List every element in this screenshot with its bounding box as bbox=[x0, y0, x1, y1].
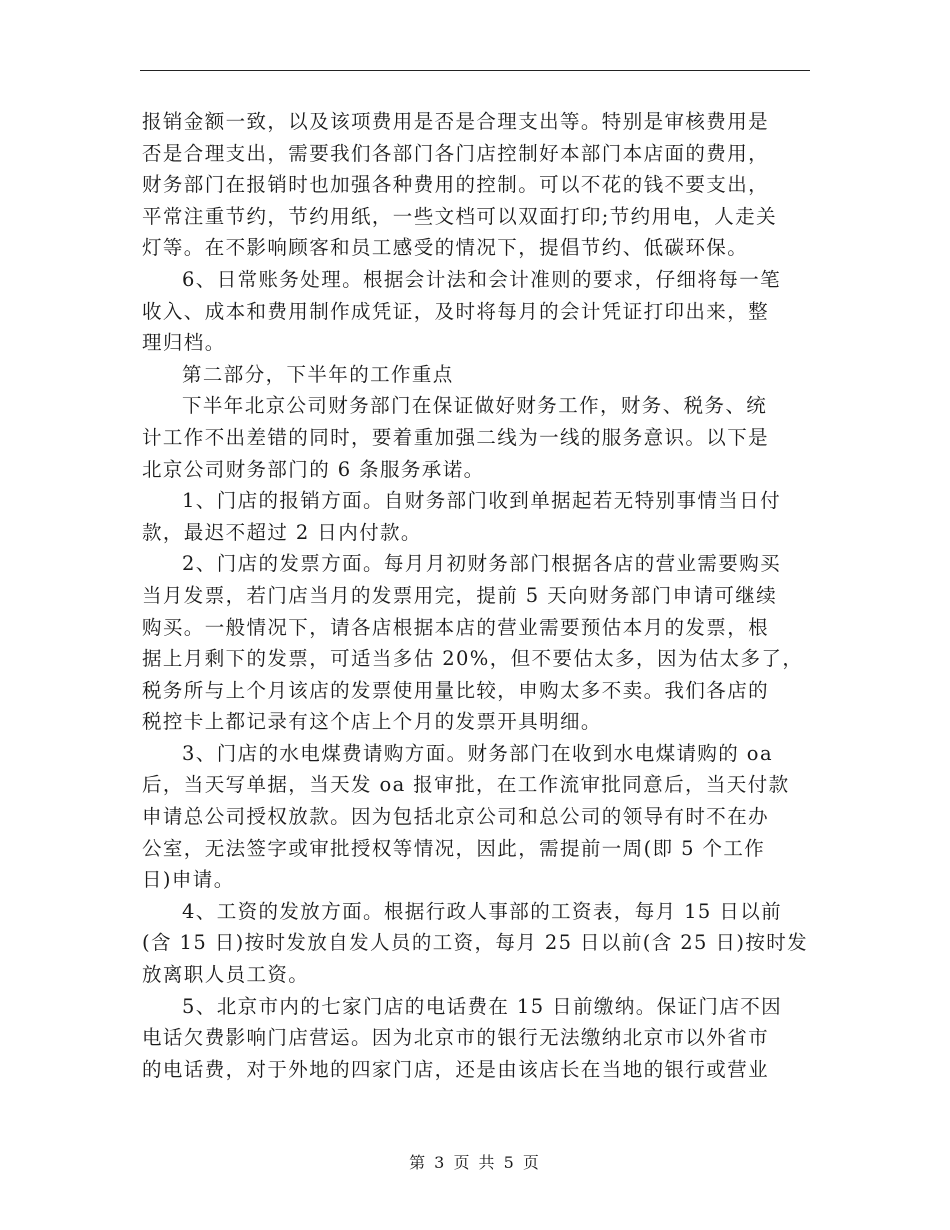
text-line: 税控卡上都记录有这个店上个月的发票开具明细。 bbox=[142, 710, 602, 734]
document-body bbox=[142, 106, 810, 1085]
paragraph-first-line: 5、北京市内的七家门店的电话费在 15 日前缴纳。保证门店不因 bbox=[182, 994, 783, 1018]
text-line: 电话欠费影响门店营运。因为北京市的银行无法缴纳北京市以外省市 bbox=[142, 1026, 770, 1050]
text-line: 后，当天写单据，当天发 oa 报审批，在工作流审批同意后，当天付款 bbox=[142, 773, 790, 797]
paragraph-first-line: 下半年北京公司财务部门在保证做好财务工作，财务、税务、统 bbox=[182, 394, 768, 418]
text-line: 灯等。在不影响顾客和员工感受的情况下，提倡节约、低碳环保。 bbox=[142, 236, 749, 260]
paragraph-first-line: 4、工资的发放方面。根据行政人事部的工资表，每月 15 日以前 bbox=[182, 899, 783, 923]
text-line: 税务所与上个月该店的发票使用量比较，申购太多不卖。我们各店的 bbox=[142, 678, 770, 702]
paragraph-first-line: 6、日常账务处理。根据会计法和会计准则的要求，仔细将每一笔 bbox=[182, 267, 782, 291]
text-line: 购买。一般情况下，请各店根据本店的营业需要预估本月的发票，根 bbox=[142, 615, 770, 639]
text-line: 收入、成本和费用制作成凭证，及时将每月的会计凭证打印出来，整 bbox=[142, 299, 770, 323]
text-line: 平常注重节约，节约用纸，一些文档可以双面打印;节约用电，人走关 bbox=[142, 204, 777, 228]
paragraph-first-line: 1、门店的报销方面。自财务部门收到单据起若无特别事情当日付 bbox=[182, 489, 782, 513]
text-line: (含 15 日)按时发放自发人员的工资，每月 25 日以前(含 25 日)按时发 bbox=[142, 931, 809, 955]
text-line: 财务部门在报销时也加强各种费用的控制。可以不花的钱不要支出， bbox=[142, 173, 770, 197]
text-line: 据上月剩下的发票，可适当多估 20%，但不要估太多，因为估太多了， bbox=[142, 647, 804, 671]
text-line: 报销金额一致，以及该项费用是否是合理支出等。特别是审核费用是 bbox=[142, 110, 770, 133]
text-line: 款，最迟不超过 2 日内付款。 bbox=[142, 520, 422, 544]
text-line: 申请总公司授权放款。因为包括北京公司和总公司的领导有时不在办 bbox=[142, 805, 770, 829]
page-footer: 第 3 页 共 5 页 bbox=[409, 1153, 541, 1172]
text-line: 放离职人员工资。 bbox=[142, 963, 310, 987]
text-line: 理归档。 bbox=[142, 331, 226, 355]
text-line: 的电话费，对于外地的四家门店，还是由该店长在当地的银行或营业 bbox=[142, 1057, 770, 1081]
text-line: 计工作不出差错的同时，要着重加强二线为一线的服务意识。以下是 bbox=[142, 425, 770, 449]
paragraph-first-line: 第二部分，下半年的工作重点 bbox=[182, 362, 454, 386]
text-line: 公室，无法签字或审批授权等情况，因此，需提前一周(即 5 个工作 bbox=[142, 836, 766, 860]
text-line: 否是合理支出，需要我们各部门各门店控制好本部门本店面的费用， bbox=[142, 141, 770, 165]
text-line: 当月发票，若门店当月的发票用完，提前 5 天向财务部门申请可继续 bbox=[142, 583, 778, 607]
text-line: 北京公司财务部门的 6 条服务承诺。 bbox=[142, 457, 485, 481]
header-rule bbox=[140, 70, 810, 71]
paragraph-first-line: 3、门店的水电煤费请购方面。财务部门在收到水电煤请购的 oa bbox=[182, 741, 773, 765]
text-line: 日)申请。 bbox=[142, 868, 235, 892]
paragraph-first-line: 2、门店的发票方面。每月月初财务部门根据各店的营业需要购买 bbox=[182, 552, 782, 576]
